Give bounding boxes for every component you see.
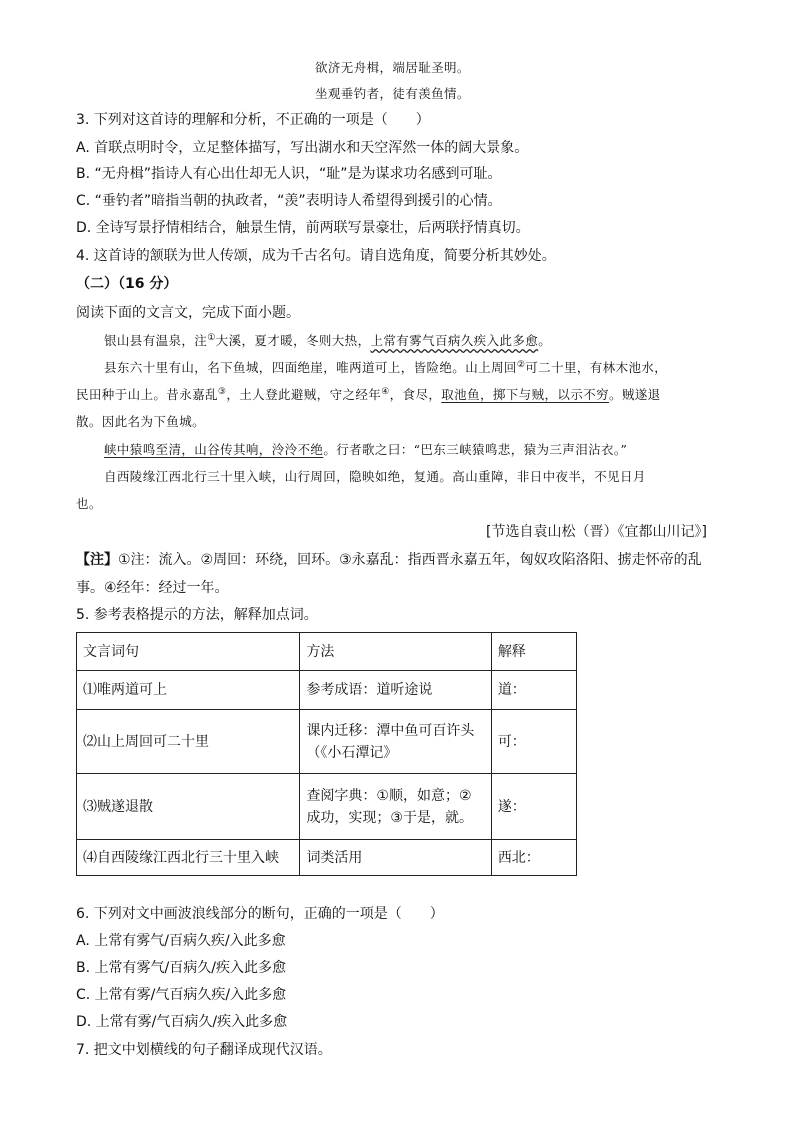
poem-line-2: 坐观垂钓者，徒有羡鱼情。 xyxy=(315,86,470,101)
passage-text: 。 xyxy=(538,333,552,348)
passage-paragraph-4-line-1: 自西陵缘江西北行三十里入峡，山行周回，隐映如绝，复通。高山重障，非日中夜半，不见日月 xyxy=(104,469,646,484)
q5-stem: 5. 参考表格提示的方法，解释加点词。 xyxy=(76,607,318,623)
q5-table xyxy=(76,632,577,876)
table-row xyxy=(77,774,577,840)
notes-line-1 xyxy=(76,550,702,570)
passage-text: 大溪，夏才暖，冬则大热， xyxy=(215,333,371,348)
note-marker: ① xyxy=(207,332,216,343)
table-row xyxy=(77,671,577,710)
passage-text: 银山县有温泉，注 xyxy=(104,333,208,348)
table-cell-method xyxy=(300,774,491,840)
section-heading: （二）（16 分） xyxy=(76,276,178,292)
q3-stem: 3. 下列对这首诗的理解和分析，不正确的一项是（ ） xyxy=(76,112,430,128)
table-header-row xyxy=(77,633,577,671)
passage-source: [节选自袁山松（晋）《宜都山川记》] xyxy=(486,524,707,540)
wavy-underlined-text: 上常有雾气百病久疾入此多愈 xyxy=(370,333,539,348)
passage-text: ，食尽， xyxy=(389,387,442,402)
q3-option-c: C. “垂钓者”暗指当朝的执政者，“羡”表明诗人希望得到援引的心情。 xyxy=(76,193,502,209)
table-cell-phrase: ⑴唯两道可上 xyxy=(77,671,300,710)
table-cell-method: 参考成语：道听途说 xyxy=(300,671,491,710)
notes-text: ①注：流入。②周回：环绕，回环。③永嘉乱：指西晋永嘉五年，匈奴攻陷洛阳、掳走怀帝的乱 xyxy=(118,552,702,568)
passage-paragraph-2-line-2 xyxy=(76,385,661,405)
q6-stem: 6. 下列对文中画波浪线部分的断句，正确的一项是（ ） xyxy=(76,906,444,922)
q6-option-b: B. 上常有雾气/百病久/疾入此多愈 xyxy=(76,960,286,976)
table-row xyxy=(77,840,577,876)
table-header-cell: 方法 xyxy=(300,633,491,671)
notes-label: 【注】 xyxy=(76,552,118,568)
passage-text: 。贼遂退 xyxy=(608,387,661,402)
passage-paragraph-1 xyxy=(104,331,551,351)
table-cell-phrase: ⑷自西陵缘江西北行三十里入峡 xyxy=(77,840,300,876)
table-cell-answer[interactable]: 可： xyxy=(491,710,576,774)
q6-option-d: D. 上常有雾/气百病久/疾入此多愈 xyxy=(76,1014,288,1030)
passage-text: 民田种于山上。昔永嘉乱 xyxy=(76,387,218,402)
passage-paragraph-4-line-2: 也。 xyxy=(76,496,102,511)
table-cell-phrase: ⑶贼遂退散 xyxy=(77,774,300,840)
section-intro: 阅读下面的文言文，完成下面小题。 xyxy=(76,305,300,321)
method-line: （《小石潭记》 xyxy=(306,744,398,761)
underlined-text: 取池鱼，掷下与贼，以示不穷 xyxy=(441,387,609,402)
passage-paragraph-2-line-3: 散。因此名为下鱼城。 xyxy=(76,414,206,429)
method-line: 查阅字典：①顺，如意；② xyxy=(306,787,472,804)
table-header-cell: 文言词句 xyxy=(77,633,300,671)
table-cell-answer[interactable]: 西北： xyxy=(491,840,576,876)
q3-option-d: D. 全诗写景抒情相结合，触景生情，前两联写景豪壮，后两联抒情真切。 xyxy=(76,220,530,236)
note-marker: ④ xyxy=(381,386,390,397)
method-line: 成功，实现；③于是，就。 xyxy=(306,809,473,826)
table-cell-phrase: ⑵山上周回可二十里 xyxy=(77,710,300,774)
table-row xyxy=(77,710,577,774)
underlined-text: 峡中猿鸣至清，山谷传其响，泠泠不绝 xyxy=(104,442,324,457)
method-line: 课内迁移：潭中鱼可百许头 xyxy=(306,722,475,739)
q6-option-a: A. 上常有雾气/百病久疾/入此多愈 xyxy=(76,933,286,949)
table-cell-answer[interactable]: 遂： xyxy=(491,774,576,840)
passage-paragraph-3 xyxy=(104,440,627,460)
passage-text: ，土人登此避贼，守之经年 xyxy=(226,387,382,402)
q3-option-b: B. “无舟楫”指诗人有心出仕却无人识，“耻”是为谋求功名感到可耻。 xyxy=(76,166,502,182)
q4-stem: 4. 这首诗的颔联为世人传颂，成为千古名句。请自选角度，简要分析其妙处。 xyxy=(76,248,556,264)
q3-option-a: A. 首联点明时令，立足整体描写，写出湖水和天空浑然一体的阔大景象。 xyxy=(76,140,529,156)
q7-stem: 7. 把文中划横线的句子翻译成现代汉语。 xyxy=(76,1042,332,1058)
q6-option-c: C. 上常有雾/气百病久疾/入此多愈 xyxy=(76,987,287,1003)
passage-text: 县东六十里有山，名下鱼城，四面绝崖，唯两道可上，皆险绝。山上周回 xyxy=(104,360,517,375)
table-header-cell: 解释 xyxy=(491,633,576,671)
table-cell-method: 词类活用 xyxy=(300,840,491,876)
passage-text: 可二十里，有林木池水， xyxy=(525,360,668,375)
passage-paragraph-2-line-1 xyxy=(104,358,667,378)
poem-line-1: 欲济无舟楫，端居耻圣明。 xyxy=(315,60,470,75)
table-cell-answer[interactable]: 道： xyxy=(491,671,576,710)
note-marker: ② xyxy=(516,359,526,370)
passage-text: 。行者歌之曰：“巴东三峡猿鸣悲，猿为三声泪沾衣。” xyxy=(323,442,628,457)
table-cell-method xyxy=(300,710,491,774)
note-marker: ③ xyxy=(217,386,227,397)
notes-line-2: 事。④经年：经过一年。 xyxy=(76,580,229,596)
